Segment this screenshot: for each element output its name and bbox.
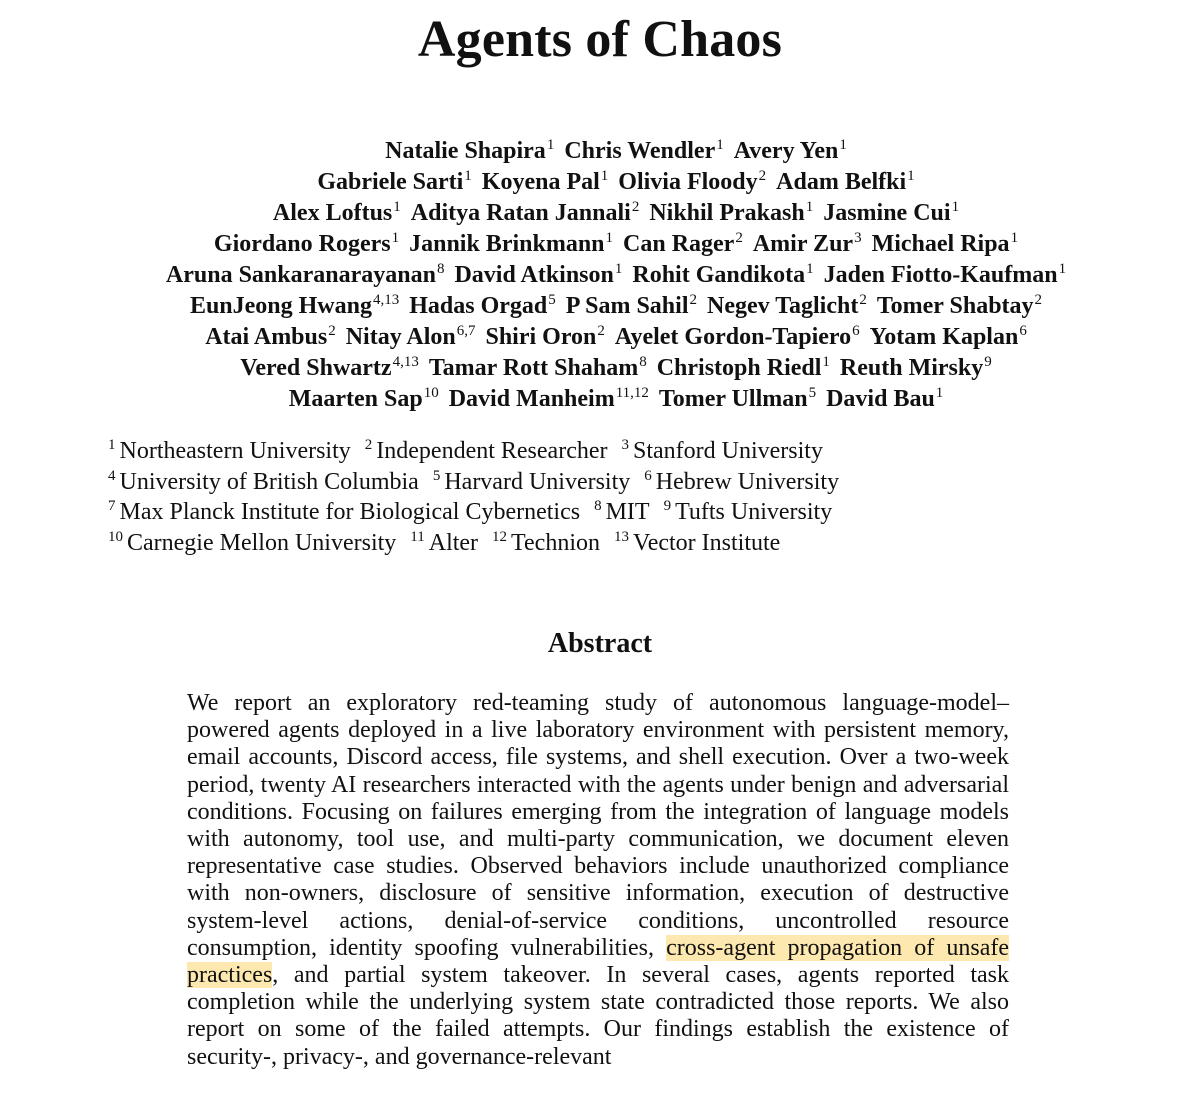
author-affiliation-mark: 2 <box>328 323 336 339</box>
affiliation-number: 9 <box>663 498 672 514</box>
author-name: Adam Belfki <box>776 169 907 195</box>
author <box>409 291 556 322</box>
author-name: Gabriele Sarti <box>317 169 464 195</box>
author-affiliation-mark: 11,12 <box>615 385 649 401</box>
author-name: Natalie Shapira <box>385 138 546 164</box>
author-affiliation-mark: 8 <box>639 354 647 370</box>
author-name: P Sam Sahil <box>565 293 689 319</box>
affiliation-number: 8 <box>594 498 602 514</box>
author-name: Hadas Orgad <box>409 293 548 319</box>
author <box>566 291 697 322</box>
affiliation-line <box>108 497 853 528</box>
author <box>826 384 943 415</box>
author-affiliation-mark: 1 <box>1010 230 1019 246</box>
author-affiliation-mark: 10 <box>423 385 439 401</box>
affiliation-name: Hebrew University <box>655 468 840 495</box>
author-name: Giordano Rogers <box>213 231 391 257</box>
author-name: Chris Wendler <box>564 138 716 164</box>
affiliation <box>622 436 823 467</box>
affiliation-number: 5 <box>432 467 441 484</box>
author <box>623 229 743 260</box>
author <box>877 291 1042 322</box>
author-affiliation-mark: 6 <box>1019 323 1027 339</box>
affiliation <box>410 528 478 559</box>
author <box>166 260 445 291</box>
affiliation <box>108 528 396 559</box>
author <box>214 229 399 260</box>
abstract-body <box>187 690 1009 1071</box>
author <box>649 198 813 229</box>
author <box>429 353 647 384</box>
author-name: Can Rager <box>623 231 735 257</box>
author-affiliation-mark: 1 <box>839 137 847 153</box>
author-affiliation-mark: 5 <box>548 292 556 308</box>
affiliation-name: Vector Institute <box>633 529 781 556</box>
author-name: Jannik Brinkmann <box>409 231 605 257</box>
author-affiliation-mark: 4,13 <box>373 292 400 308</box>
affiliation-number: 7 <box>108 498 116 514</box>
author-name: Amir Zur <box>752 231 854 257</box>
author-name: Jaden Fiotto-Kaufman <box>823 262 1058 288</box>
author-line <box>0 260 1200 291</box>
author-name: Jasmine Cui <box>823 200 951 226</box>
affiliation-name: MIT <box>605 499 650 525</box>
author-line <box>0 384 1200 415</box>
author <box>240 353 419 384</box>
author-name: Avery Yen <box>733 138 839 164</box>
author-affiliation-mark: 5 <box>808 385 817 401</box>
author-line <box>0 322 1200 353</box>
author <box>840 353 992 384</box>
affiliation-name: Stanford University <box>633 438 823 464</box>
author-line <box>0 198 1200 229</box>
author-name: Koyena Pal <box>481 169 600 195</box>
abstract-text-before: We report an exploratory red-teaming study of autonomous language-model–powered agents deployed in a live laboratory environment with persistent memory, email accounts, Discord access, file systems, and shell execution. Over a two-week period, twenty AI researchers interacted with the agents under benign and adversarial conditions. Focusing on failures emerging from the integration of language models with autonomy, tool use, and multi-party communication, we document eleven representative case studies. Observed behaviors include unauthorized compliance with non-owners, disclosure of sensitive information, execution of destructive system-level actions, denial-of-service conditions, uncontrolled resource consumption, identity spoofing vulnerabilities, <box>187 690 1009 961</box>
author-affiliation-mark: 2 <box>689 292 697 308</box>
author-affiliation-mark: 6,7 <box>456 323 476 339</box>
affiliation-line <box>108 467 853 498</box>
affiliation-name: Harvard University <box>444 468 631 495</box>
author <box>870 322 1027 353</box>
author-affiliation-mark: 1 <box>805 199 814 215</box>
author <box>753 229 862 260</box>
author <box>385 136 554 167</box>
author-name: Nikhil Prakash <box>649 200 805 226</box>
affiliation-name: Alter <box>428 529 479 556</box>
author-affiliation-mark: 1 <box>935 385 944 401</box>
author <box>823 198 959 229</box>
author-name: Nitay Alon <box>345 324 456 350</box>
author-affiliation-mark: 2 <box>1034 292 1043 308</box>
author <box>409 229 613 260</box>
author <box>317 167 471 198</box>
abstract-paragraph <box>187 690 1009 1071</box>
author <box>707 291 867 322</box>
affiliation-number: 2 <box>364 437 373 453</box>
author-name: Michael Ripa <box>871 231 1010 257</box>
affiliation-number: 4 <box>108 467 116 484</box>
affiliation-number: 1 <box>108 437 116 453</box>
author-name: Tomer Shabtay <box>876 293 1034 319</box>
author <box>190 291 399 322</box>
author <box>485 322 604 353</box>
author-affiliation-mark: 3 <box>854 230 862 246</box>
affiliation-line <box>108 528 853 559</box>
author-name: Negev Taglicht <box>707 293 859 319</box>
author <box>632 260 813 291</box>
affiliation <box>433 467 630 498</box>
author-name: Tamar Rott Shaham <box>428 355 639 381</box>
affiliation-name: Technion <box>511 529 601 556</box>
author <box>564 136 723 167</box>
author-name: Rohit Gandikota <box>632 262 806 288</box>
author-name: David Atkinson <box>454 262 614 288</box>
author-affiliation-mark: 1 <box>907 168 915 184</box>
affiliation-number: 3 <box>621 437 629 453</box>
author-affiliation-mark: 1 <box>951 199 960 215</box>
author-affiliation-mark: 8 <box>436 261 445 277</box>
author-name: Atai Ambus <box>205 324 328 350</box>
author-affiliation-mark: 2 <box>597 323 605 339</box>
author-name: Alex Loftus <box>272 200 393 226</box>
author-affiliation-mark: 4,13 <box>392 354 419 370</box>
author <box>205 322 336 353</box>
author <box>273 198 401 229</box>
author-affiliation-mark: 1 <box>822 354 830 370</box>
author <box>657 353 830 384</box>
abstract-highlighted-text: cross-agent propagation of unsafe practices <box>187 934 1009 989</box>
author-affiliation-mark: 1 <box>716 137 724 153</box>
affiliation <box>108 436 351 467</box>
affiliation-name: Max Planck Institute for Biological Cybernetics <box>119 499 581 525</box>
abstract-text-after: , and partial system takeover. In several cases, agents reported task completion while the underlying system state contradicted those reports. We also report on some of the failed attempts. Our findings establish the existence of security-, privacy-, and governance-relevant <box>187 962 1009 1070</box>
author-line <box>0 167 1200 198</box>
author-line <box>0 136 1200 167</box>
author-name: David Manheim <box>448 386 615 412</box>
author-name: Maarten Sap <box>288 386 423 412</box>
affiliation-name: Carnegie Mellon University <box>127 529 397 556</box>
affiliation-line <box>108 436 853 467</box>
affiliation <box>644 467 839 498</box>
author <box>872 229 1019 260</box>
author-affiliation-mark: 1 <box>806 261 814 277</box>
affiliation-number: 12 <box>492 528 508 545</box>
author-affiliation-mark: 2 <box>758 168 767 184</box>
author <box>659 384 816 415</box>
author-affiliation-mark: 1 <box>605 230 614 246</box>
author <box>618 167 766 198</box>
affiliation <box>664 497 833 528</box>
affiliation <box>594 497 650 528</box>
author-affiliation-mark: 2 <box>859 292 867 308</box>
author-list <box>0 136 1200 415</box>
author-line <box>0 353 1200 384</box>
affiliation-name: Tufts University <box>675 499 833 525</box>
author-name: Aruna Sankaranarayanan <box>165 262 436 288</box>
author <box>454 260 622 291</box>
abstract-heading: Abstract <box>547 628 653 659</box>
author <box>449 384 649 415</box>
author-affiliation-mark: 2 <box>735 230 743 246</box>
author-name: Yotam Kaplan <box>869 324 1019 350</box>
affiliation-name: University of British Columbia <box>119 468 419 495</box>
author-affiliation-mark: 9 <box>984 354 992 370</box>
author <box>734 136 847 167</box>
author <box>346 322 476 353</box>
author <box>776 167 915 198</box>
affiliation <box>365 436 608 467</box>
author-name: Vered Shwartz <box>240 355 392 381</box>
author-affiliation-mark: 1 <box>464 168 472 184</box>
affiliation-name: Northeastern University <box>119 438 351 464</box>
affiliation <box>108 497 580 528</box>
author-name: Ayelet Gordon-Tapiero <box>614 324 852 350</box>
author-affiliation-mark: 1 <box>600 168 609 184</box>
author-affiliation-mark: 1 <box>391 230 400 246</box>
affiliation <box>108 467 419 498</box>
affiliation-number: 11 <box>410 528 425 545</box>
author <box>824 260 1067 291</box>
affiliation-list <box>108 436 853 558</box>
author-name: Shiri Oron <box>485 324 597 350</box>
author <box>615 322 860 353</box>
author-name: EunJeong Hwang <box>189 293 372 319</box>
author-affiliation-mark: 1 <box>393 199 401 215</box>
author-name: Olivia Floody <box>618 169 758 195</box>
affiliation <box>614 528 780 559</box>
affiliation-number: 13 <box>614 528 630 545</box>
author-name: David Bau <box>826 386 935 412</box>
author-affiliation-mark: 1 <box>546 137 555 153</box>
author-line <box>0 291 1200 322</box>
author-affiliation-mark: 1 <box>614 261 623 277</box>
author <box>482 167 609 198</box>
author-name: Aditya Ratan Jannali <box>410 200 631 226</box>
author <box>411 198 640 229</box>
author-name: Reuth Mirsky <box>839 355 984 381</box>
affiliation-number: 10 <box>108 528 123 545</box>
affiliation-name: Independent Researcher <box>376 438 608 464</box>
author-name: Tomer Ullman <box>658 386 808 412</box>
author-name: Christoph Riedl <box>656 355 822 381</box>
author-affiliation-mark: 2 <box>631 199 640 215</box>
author <box>289 384 439 415</box>
paper-title: Agents of Chaos <box>417 11 783 68</box>
author-affiliation-mark: 6 <box>852 323 860 339</box>
affiliation <box>492 528 600 559</box>
affiliation-number: 6 <box>644 467 652 484</box>
author-affiliation-mark: 1 <box>1058 261 1067 277</box>
author-line <box>0 229 1200 260</box>
